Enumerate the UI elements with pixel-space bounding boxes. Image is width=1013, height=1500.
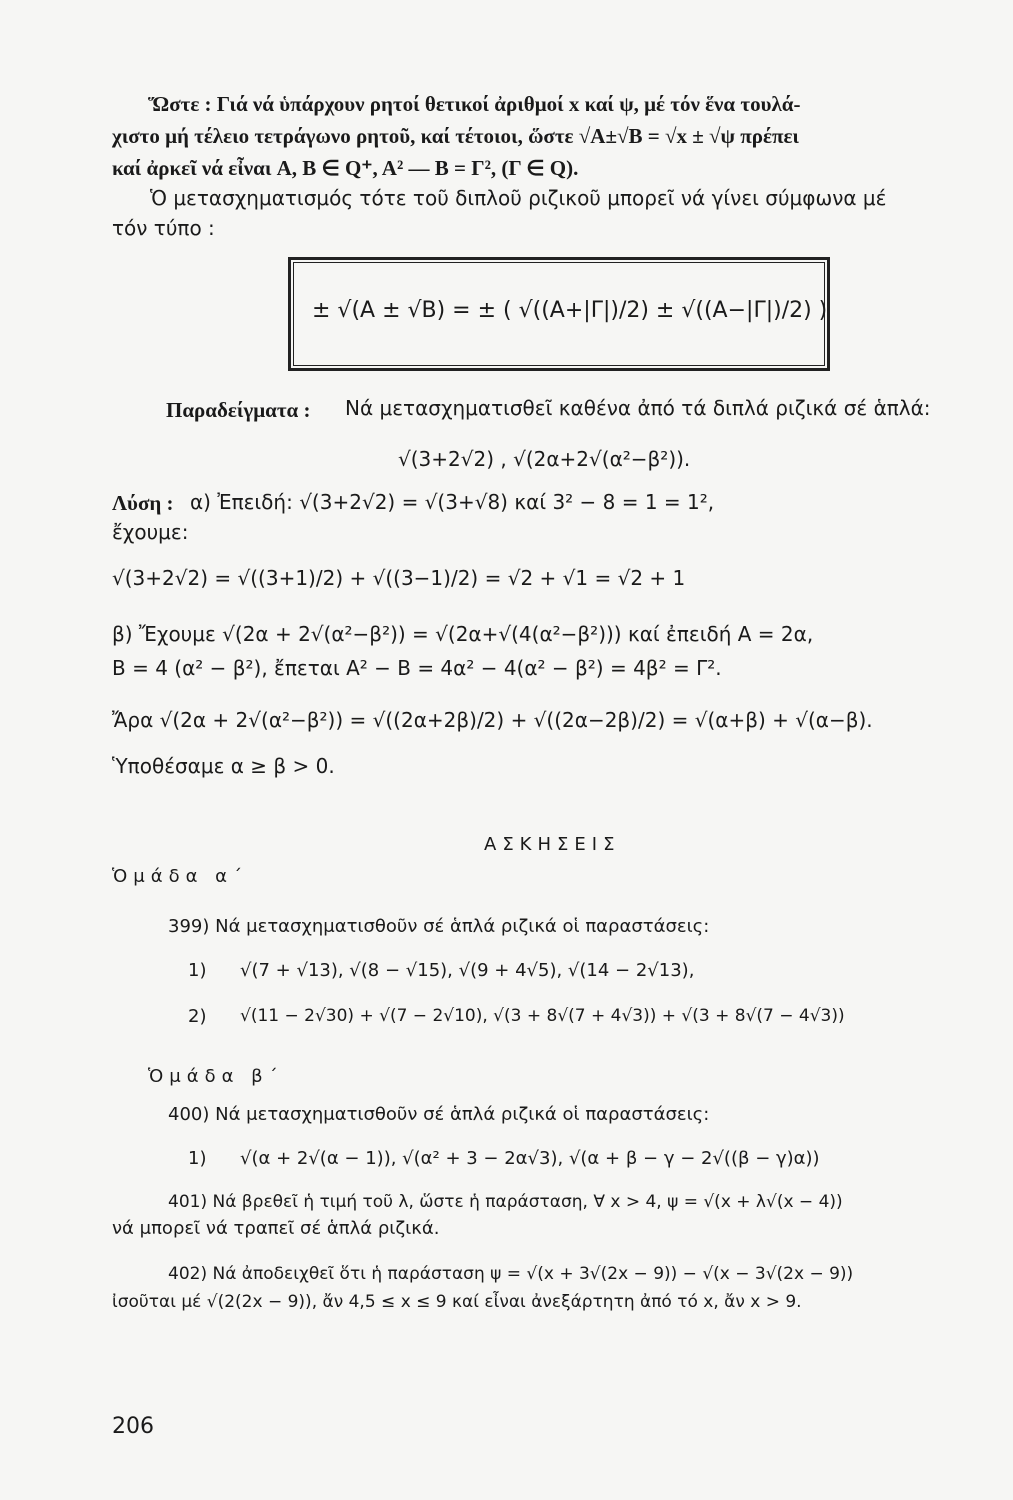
- exercise-402-line-1: 402) Νά ἀποδειχθεῖ ὅτι ἡ παράσταση ψ = √(x + 3√(2x − 9)) − √(x − 3√(2x − 9)): [168, 1264, 854, 1284]
- group-a-label: Ὁμάδα α΄: [112, 866, 249, 887]
- exercise-399-1: √(7 + √13), √(8 − √15), √(9 + 4√5), √(14 − 2√13),: [240, 960, 695, 981]
- solution-b-line-2: B = 4 (α² − β²), ἔπεται A² − B = 4α² − 4(α² − β²) = 4β² = Γ².: [112, 656, 722, 680]
- exercise-401-line-1: 401) Νά βρεθεῖ ἡ τιμή τοῦ λ, ὥστε ἡ παράσταση, ∀ x > 4, ψ = √(x + λ√(x − 4)): [168, 1192, 843, 1212]
- exercise-399-1-number: 1): [188, 960, 207, 981]
- exercise-402-line-2: ἰσοῦται μέ √(2(2x − 9)), ἄν 4,5 ≤ x ≤ 9 καί εἶναι ἀνεξάρτητη ἀπό τό x, ἄν x > 9.: [112, 1292, 802, 1312]
- solution-a-line-1: α) Ἐπειδή: √(3+2√2) = √(3+√8) καί 3² − 8 = 1 = 1²,: [190, 490, 715, 514]
- exercise-399-2-number: 2): [188, 1006, 207, 1027]
- solution-b-line-4: Ὑποθέσαμε α ≥ β > 0.: [112, 754, 335, 778]
- boxed-formula: ± √(A ± √B) = ± ( √((A+|Γ|)/2) ± √((A−|Γ|)/2) ): [312, 298, 828, 323]
- solution-a-line-2: ἔχουμε:: [112, 520, 189, 544]
- page-number: 206: [112, 1414, 154, 1439]
- solution-b-line-3: Ἄρα √(2α + 2√(α²−β²)) = √((2α+2β)/2) + √((2α−2β)/2) = √(α+β) + √(α−β).: [112, 708, 873, 732]
- intro-line-3: καί ἀρκεῖ νά εἶναι A, B ∈ Q⁺, A² — B = Γ², (Γ ∈ Q).: [112, 156, 579, 180]
- solution-b-line-1: β) Ἔχουμε √(2α + 2√(α²−β²)) = √(2α+√(4(α²−β²))) καί ἐπειδή A = 2α,: [112, 622, 814, 646]
- exercise-399-text: 399) Νά μετασχηματισθοῦν σέ ἁπλά ριζικά οἱ παραστάσεις:: [168, 916, 710, 937]
- exercise-400-1: √(α + 2√(α − 1)), √(α² + 3 − 2α√3), √(α + β − γ − 2√((β − γ)α)): [240, 1148, 820, 1169]
- intro-line-1: Ὥστε : Γιά νά ὑπάρχουν ρητοί θετικοί ἀριθμοί x καί ψ, μέ τόν ἕνα τουλά-: [148, 92, 801, 116]
- exercise-399-2: √(11 − 2√30) + √(7 − 2√10), √(3 + 8√(7 + 4√3)) + √(3 + 8√(7 − 4√3)): [240, 1006, 845, 1026]
- examples-items: √(3+2√2) , √(2α+2√(α²−β²)).: [398, 447, 691, 471]
- solution-a-line-3: √(3+2√2) = √((3+1)/2) + √((3−1)/2) = √2 + √1 = √2 + 1: [112, 566, 686, 590]
- examples-heading: Παραδείγματα :: [166, 398, 311, 422]
- intro-line-2: χιστο μή τέλειο τετράγωνο ρητοῦ, καί τέτοιοι, ὥστε √A±√B = √x ± √ψ πρέπει: [112, 124, 799, 148]
- exercises-title: ΑΣΚΗΣΕΙΣ: [484, 834, 621, 855]
- solution-label: Λύση :: [112, 491, 174, 515]
- exercise-401-line-2: νά μπορεῖ νά τραπεῖ σέ ἁπλά ριζικά.: [112, 1218, 440, 1239]
- group-b-label: Ὁμάδα β΄: [148, 1066, 284, 1087]
- exercise-400-text: 400) Νά μετασχηματισθοῦν σέ ἁπλά ριζικά οἱ παραστάσεις:: [168, 1104, 710, 1125]
- examples-text: Νά μετασχηματισθεῖ καθένα ἀπό τά διπλά ριζικά σέ ἁπλά:: [345, 396, 931, 420]
- intro-line-4: Ὁ μετασχηματισμός τότε τοῦ διπλοῦ ριζικοῦ μπορεῖ νά γίνει σύμφωνα μέ: [150, 186, 887, 210]
- exercise-400-1-number: 1): [188, 1148, 207, 1169]
- intro-line-5: τόν τύπο :: [112, 216, 215, 240]
